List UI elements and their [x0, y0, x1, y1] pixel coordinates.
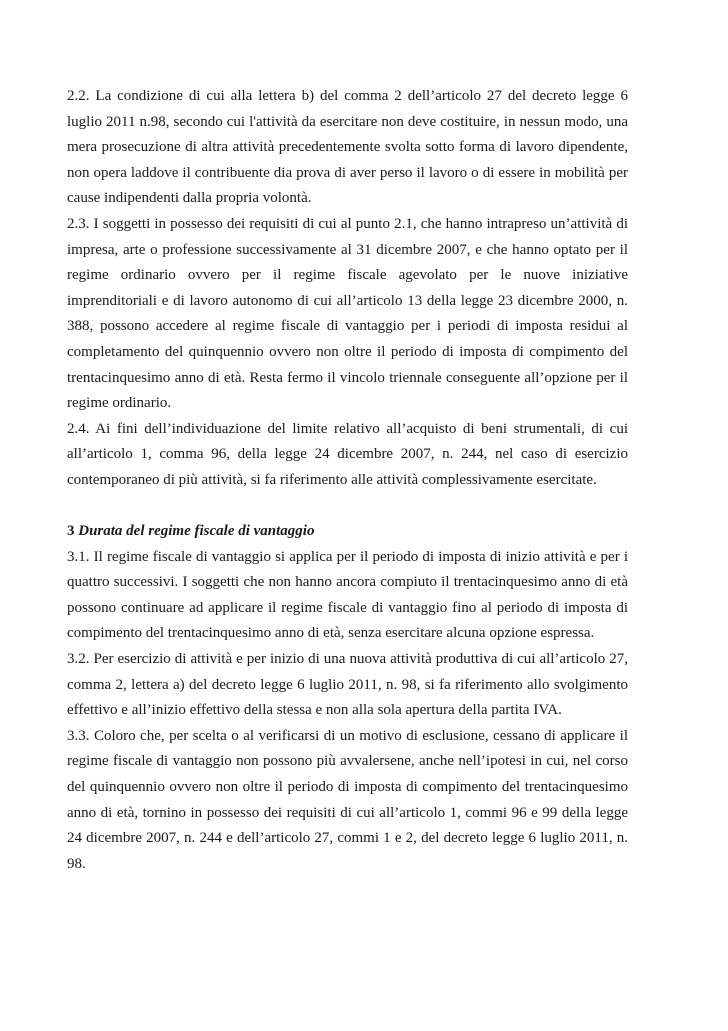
paragraph-2-4: 2.4. Ai fini dell’individuazione del limite relativo all’acquisto di beni strumentali, di cui all’articolo 1, comma 96, della legge 24 dicembre 2007, n. 244, nel caso di esercizio contemporaneo di più attività, si fa riferimento alle attività complessivamente esercitate.	[67, 420, 628, 488]
section-3-heading	[67, 519, 628, 545]
document-body	[67, 84, 628, 877]
section-spacer	[67, 494, 628, 520]
paragraph-3-1: 3.1. Il regime fiscale di vantaggio si applica per il periodo di imposta di inizio attività e per i quattro successivi. I soggetti che non hanno ancora compiuto il trentacinquesimo anno di età possono continuare ad applicare il regime fiscale di vantaggio fino al periodo di imposta di compimento del trentacinquesimo anno di età, senza esercitare alcuna opzione espressa.	[67, 548, 628, 642]
paragraph-2-2: 2.2. La condizione di cui alla lettera b) del comma 2 dell’articolo 27 del decreto legge 6 luglio 2011 n.98, secondo cui l'attività da esercitare non deve costituire, in nessun modo, una mera prosecuzione di altra attività precedentemente svolta sotto forma di lavoro dipendente, non opera laddove il contribuente dia prova di aver perso il lavoro o di essere in mobilità per cause indipendenti dalla propria volontà.	[67, 88, 628, 207]
section-3-title: Durata del regime fiscale di vantaggio	[78, 523, 315, 540]
paragraph-3-2: 3.2. Per esercizio di attività e per inizio di una nuova attività produttiva di cui all’articolo 27, comma 2, lettera a) del decreto legge 6 luglio 2011, n. 98, si fa riferimento allo svolgimento effettivo e all’inizio effettivo della stessa e non alla sola apertura della partita IVA.	[67, 651, 628, 719]
paragraph-3-3: 3.3. Coloro che, per scelta o al verificarsi di un motivo di esclusione, cessano di applicare il regime fiscale di vantaggio non possono più avvalersene, anche nell’ipotesi in cui, nel corso del quinquennio ovvero non oltre il periodo di imposta di compimento del trentacinquesimo anno di età, tornino in possesso dei requisiti di cui all’articolo 1, commi 96 e 99 della legge 24 dicembre 2007, n. 244 e dell’articolo 27, commi 1 e 2, del decreto legge 6 luglio 2011, n. 98.	[67, 727, 628, 872]
section-3-number: 3	[67, 523, 75, 540]
paragraph-2-3: 2.3. I soggetti in possesso dei requisiti di cui al punto 2.1, che hanno intrapreso un’attività di impresa, arte o professione successivamente al 31 dicembre 2007, e che hanno optato per il regime ordinario ovvero per il regime fiscale agevolato per le nuove iniziative imprenditoriali e di lavoro autonomo di cui all’articolo 13 della legge 23 dicembre 2000, n. 388, possono accedere al regime fiscale di vantaggio per i periodi di imposta residui al completamento del quinquennio ovvero non oltre il periodo di imposta di compimento del trentacinquesimo anno di età. Resta fermo il vincolo triennale conseguente all’opzione per il regime ordinario.	[67, 215, 628, 412]
